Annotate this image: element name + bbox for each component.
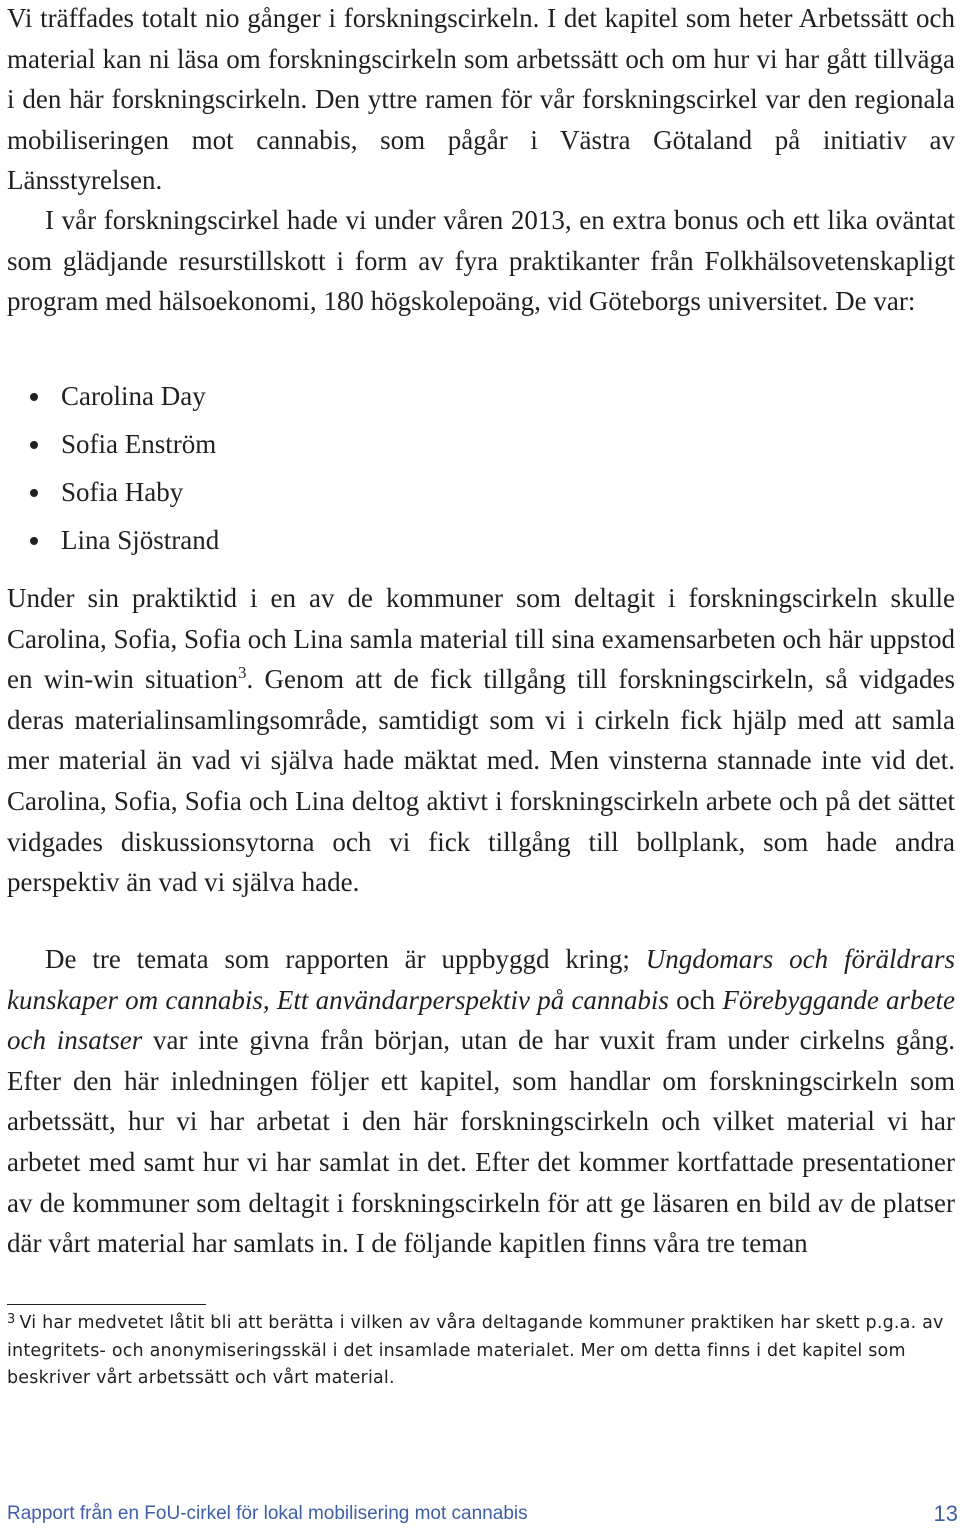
footnote-reference: 3: [237, 663, 247, 683]
paragraph-internship-work: [7, 578, 955, 903]
footer-title: Rapport från en FoU-cirkel för lokal mobilisering mot cannabis: [7, 1503, 528, 1524]
theme-title-italic: Förebyggande arbete och insatser: [7, 984, 956, 1056]
footnote-marker: 3: [7, 1312, 16, 1327]
footnote-divider: [7, 1304, 206, 1305]
paragraph-text: . Genom att de fick tillgång till forskningscirkeln, så vidgades deras materialinsamlingsområde, samtidigt som vi i cirkeln fick hjälp med att samla mer material än vad vi själva hade mäktat med. Men vinsterna stannade inte vid det. Carolina, Sofia, Sofia och Lina deltog aktivt i forskningscirkeln arbete och på det sättet vidgades diskussionsytorna och vi fick tillgång till bollplank, som hade andra perspektiv än vad vi själva hade.: [7, 664, 955, 898]
paragraph-text: och: [668, 984, 723, 1015]
bullet-icon: [30, 441, 38, 449]
footnote: [7, 1310, 953, 1393]
paragraph-research-circle-intro: [7, 0, 955, 201]
list-item: [7, 520, 219, 568]
paragraph-text: De tre temata som rapporten är uppbyggd kring;: [45, 944, 646, 974]
list-item: [7, 424, 219, 472]
list-item: [7, 376, 219, 424]
page-number: 13: [933, 1501, 958, 1526]
running-footer: [0, 1503, 960, 1533]
intern-name: Lina Sjöstrand: [61, 525, 220, 555]
interns-list: [7, 376, 219, 568]
paragraph-text: Vi träffades totalt nio gånger i forskningscirkeln. I det kapitel som heter Arbetssätt och material kan ni läsa om forskningscirkeln som arbetssätt och om hur vi har gått tillväga i den här forskningscirkeln. Den yttre ramen för vår forskningscirkel var den regionala mobiliseringen mot cannabis, som pågår i Västra Götaland på initiativ av Länsstyrelsen.: [7, 3, 955, 196]
bullet-icon: [30, 537, 38, 545]
theme-titles-italic: Ungdomars och föräldrars kunskaper om cannabis, Ett användarperspektiv på cannabis: [7, 944, 955, 1015]
intern-name: Sofia Haby: [61, 477, 184, 507]
list-item: [7, 472, 219, 520]
paragraph-text: I vår forskningscirkel hade vi under våren 2013, en extra bonus och ett lika oväntat som glädjande resurstillskott i form av fyra praktikanter från Folkhälsovetenskapligt program med hälsoekonomi, 180 högskolepoäng, vid Göteborgs universitet. De var:: [7, 205, 955, 317]
paragraph-report-themes: [7, 939, 955, 1264]
bullet-icon: [30, 393, 38, 401]
paragraph-text: Under sin praktiktid i en av de kommuner som deltagit i forskningscirkeln skulle Carolina, Sofia, Sofia och Lina samla material till sina examensarbeten och här uppstod en win-win situation: [7, 583, 955, 695]
footnote-text: Vi har medvetet låtit bli att berätta i vilken av våra deltagande kommuner praktiken har skett p.g.a. av integritets- och anonymiseringsskäl i det insamlade materialet. Mer om detta finns i det kapitel som beskriver vårt arbetssätt och vårt material.: [7, 1313, 944, 1388]
bullet-icon: [30, 489, 38, 497]
paragraph-interns-intro: [7, 200, 955, 322]
intern-name: Sofia Enström: [61, 429, 217, 459]
intern-name: Carolina Day: [61, 381, 206, 411]
paragraph-text: var inte givna från början, utan de har vuxit fram under cirkelns gång. Efter den här inledningen följer ett kapitel, som handlar om forskningscirkeln som arbetssätt, hur vi har arbetat i den här forskningscirkeln och vilket material vi har arbetet med samt hur vi har samlat in det. Efter det kommer kortfattade presentationer av de kommuner som deltagit i forskningscirkeln för att ge läsaren en bild av de platser där vårt material har samlats in. I de följande kapitlen finns våra tre teman: [7, 1025, 956, 1259]
